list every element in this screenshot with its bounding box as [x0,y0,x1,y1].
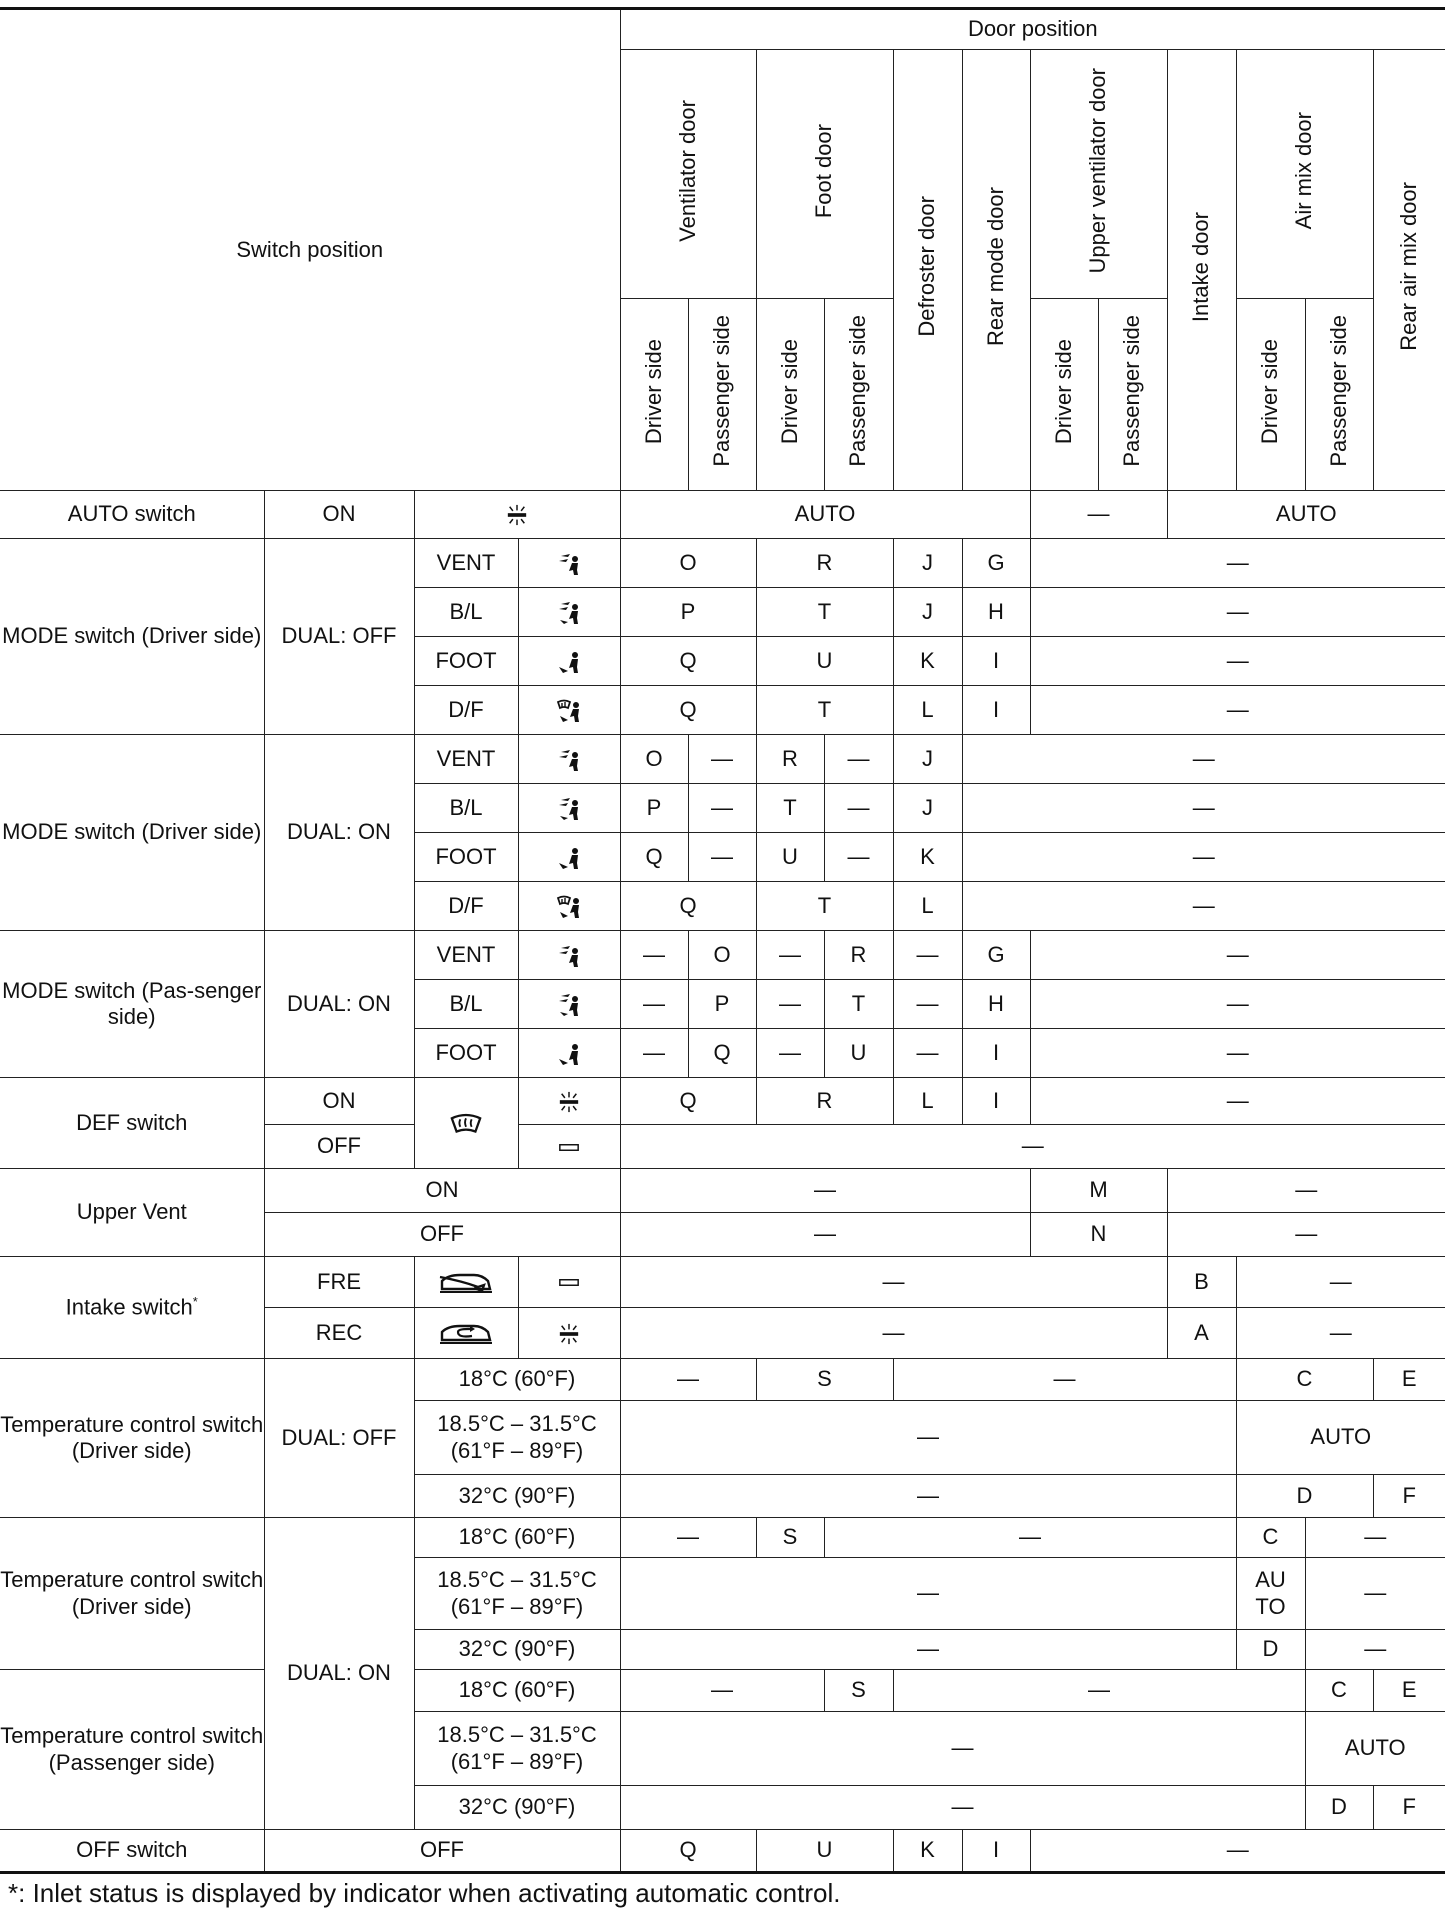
table-row [0,1078,1445,1125]
ventilator-driver-side-header: Driver side [620,299,688,491]
cell: — [824,1518,1236,1558]
cell: F [1373,1475,1445,1518]
cell: DUAL: OFF [264,539,414,735]
cell: — [893,1670,1305,1712]
fresh-air-intake-icon [438,1271,494,1295]
foot-driver-side-header: Driver side [756,299,824,491]
door-position-table [0,7,1445,1874]
row-label-mode-switch-driver-dual-on: MODE switch (Driver side) [0,735,264,931]
cell: C [1236,1359,1373,1401]
cell: — [620,1786,1305,1830]
cell: J [893,784,962,833]
upper-vent-driver-side-header: Driver side [1030,299,1098,491]
cell: — [1030,1078,1445,1125]
cell [518,931,620,980]
cell: — [620,1125,1445,1169]
cell [518,735,620,784]
cell: — [756,1029,824,1078]
cell: — [962,833,1445,882]
indicator-on-icon [506,504,528,526]
cell: — [962,784,1445,833]
cell: I [962,637,1030,686]
cell: — [893,931,962,980]
cell: B/L [414,980,518,1029]
cell: DUAL: ON [264,1518,414,1830]
table-row [0,539,1445,588]
cell: OFF [264,1125,414,1169]
cell: ON [264,1078,414,1125]
rear-mode-door-header: Rear mode door [962,50,1030,491]
defroster-icon [449,1112,483,1136]
row-label-upper-vent: Upper Vent [0,1169,264,1257]
air-mix-door-header: Air mix door [1236,50,1373,299]
cell: — [824,833,893,882]
cell: — [1030,491,1167,539]
door-position-header: Door position [620,9,1445,50]
cell: T [756,588,893,637]
vent-mode-icon [556,747,582,773]
cell: — [688,833,756,882]
footnote-text: : Inlet status is displayed by indicator when activating automatic control. [18,1878,841,1908]
cell: AUTO [620,491,1030,539]
cell: D/F [414,686,518,735]
cell: J [893,588,962,637]
row-label-temp-driver-dual-on: Temperature control switch (Driver side) [0,1518,264,1670]
cell: — [1030,980,1445,1029]
cell: — [1305,1518,1445,1558]
cell: FOOT [414,637,518,686]
cell: P [688,980,756,1029]
foot-passenger-side-header: Passenger side [824,299,893,491]
cell: I [962,686,1030,735]
cell: K [893,637,962,686]
defrost-foot-mode-icon [556,894,582,920]
cell: OFF [264,1830,620,1873]
foot-mode-icon [556,1041,582,1067]
vent-mode-icon [556,943,582,969]
cell: C [1305,1670,1373,1712]
cell: — [1167,1169,1445,1213]
cell: I [962,1029,1030,1078]
cell: DUAL: ON [264,735,414,931]
cell: S [756,1359,893,1401]
row-label-temp-passenger: Temperature control switch (Passenger side) [0,1670,264,1830]
cell: K [893,1830,962,1873]
air-mix-driver-side-header: Driver side [1236,299,1305,491]
ventilator-door-header: Ventilator door [620,50,756,299]
defroster-door-header: Defroster door [893,50,962,491]
cell: A [1167,1308,1236,1359]
cell: — [620,1029,688,1078]
cell: — [620,1518,756,1558]
cell: R [756,735,824,784]
cell: — [756,980,824,1029]
cell: G [962,539,1030,588]
row-label-auto-switch: AUTO switch [0,491,264,539]
cell [414,1257,518,1308]
cell [518,539,620,588]
cell: AUTO [1167,491,1445,539]
cell: D/F [414,882,518,931]
cell: — [1030,1830,1445,1873]
row-label-intake-switch: Intake switch* [0,1257,264,1359]
indicator-on-icon [558,1091,580,1113]
cell: B/L [414,784,518,833]
row-label-off-switch: OFF switch [0,1830,264,1873]
rear-air-mix-door-header: Rear air mix door [1373,50,1445,491]
cell: N [1030,1213,1167,1257]
cell: U [756,1830,893,1873]
table-row [0,735,1445,784]
row-label-mode-switch-driver-dual-off: MODE switch (Driver side) [0,539,264,735]
cell: Q [620,1078,756,1125]
cell: — [620,1308,1167,1359]
cell: — [962,735,1445,784]
cell: DUAL: OFF [264,1359,414,1518]
cell: — [620,1712,1305,1786]
cell: U [756,833,824,882]
cell: D [1305,1786,1373,1830]
foot-mode-icon [556,845,582,871]
cell: G [962,931,1030,980]
cell: ON [264,491,414,539]
cell: M [1030,1169,1167,1213]
cell: — [620,1558,1236,1630]
cell: — [893,980,962,1029]
table-row [0,1670,1445,1712]
cell: E [1373,1359,1445,1401]
cell [414,1308,518,1359]
cell: U [824,1029,893,1078]
cell [518,1257,620,1308]
cell: L [893,882,962,931]
cell: S [756,1518,824,1558]
cell [414,1078,518,1169]
cell: K [893,833,962,882]
cell: 18.5°C – 31.5°C (61°F – 89°F) [414,1401,620,1475]
cell: — [1305,1630,1445,1670]
footnote-mark: * [8,1878,19,1908]
cell: L [893,686,962,735]
cell: AUTO [1236,1401,1445,1475]
cell: B/L [414,588,518,637]
row-label-def-switch: DEF switch [0,1078,264,1169]
cell: U [756,637,893,686]
cell: 18.5°C – 31.5°C (61°F – 89°F) [414,1558,620,1630]
indicator-off-icon [558,1277,580,1288]
cell: — [620,1213,1030,1257]
defrost-foot-mode-icon [556,698,582,724]
vent-mode-icon [556,551,582,577]
ventilator-passenger-side-header: Passenger side [688,299,756,491]
cell: 18°C (60°F) [414,1670,620,1712]
cell: B [1167,1257,1236,1308]
cell: — [1236,1308,1445,1359]
cell: R [824,931,893,980]
cell: — [620,1359,756,1401]
cell: C [1236,1518,1305,1558]
cell: — [1030,588,1445,637]
table-row [0,1359,1445,1401]
cell: 32°C (90°F) [414,1475,620,1518]
upper-ventilator-door-header: Upper ventilator door [1030,50,1167,299]
cell [518,784,620,833]
switch-position-header: Switch position [0,9,620,491]
cell: I [962,1078,1030,1125]
cell: FOOT [414,833,518,882]
cell: F [1373,1786,1445,1830]
cell [518,1308,620,1359]
row-label-mode-switch-passenger: MODE switch (Pas-senger side) [0,931,264,1078]
cell: — [620,1475,1236,1518]
cell: — [620,1670,824,1712]
cell: — [1030,931,1445,980]
cell: — [620,931,688,980]
cell: FRE [264,1257,414,1308]
cell: D [1236,1475,1373,1518]
intake-door-header: Intake door [1167,50,1236,491]
cell: VENT [414,539,518,588]
cell: Q [620,637,756,686]
cell: T [756,686,893,735]
cell [414,491,620,539]
cell: 32°C (90°F) [414,1630,620,1670]
table-row [0,491,1445,539]
cell: O [688,931,756,980]
cell: R [756,539,893,588]
cell: — [688,784,756,833]
indicator-off-icon [558,1142,580,1153]
cell: — [1305,1558,1445,1630]
cell: 32°C (90°F) [414,1786,620,1830]
cell: H [962,588,1030,637]
foot-door-header: Foot door [756,50,893,299]
cell: Q [620,882,756,931]
cell: — [1030,1029,1445,1078]
cell: E [1373,1670,1445,1712]
cell: — [620,980,688,1029]
air-mix-passenger-side-header: Passenger side [1305,299,1373,491]
bi-level-mode-icon [556,600,582,626]
footnote [8,1880,840,1906]
cell: DUAL: ON [264,931,414,1078]
cell: T [756,882,893,931]
row-label-temp-driver-dual-off: Temperature control switch (Driver side) [0,1359,264,1518]
cell: REC [264,1308,414,1359]
cell: T [756,784,824,833]
cell: O [620,539,756,588]
cell: — [756,931,824,980]
cell [518,686,620,735]
cell [518,637,620,686]
cell: I [962,1830,1030,1873]
cell [518,833,620,882]
cell: Q [688,1029,756,1078]
cell: T [824,980,893,1029]
cell: O [620,735,688,784]
cell: — [620,1630,1236,1670]
cell: J [893,735,962,784]
table-row [0,1257,1445,1308]
table-row [0,931,1445,980]
cell: 18.5°C – 31.5°C (61°F – 89°F) [414,1712,620,1786]
bi-level-mode-icon [556,992,582,1018]
cell: — [688,735,756,784]
cell: — [620,1257,1167,1308]
cell: S [824,1670,893,1712]
cell: — [962,882,1445,931]
cell: — [1030,686,1445,735]
bi-level-mode-icon [556,796,582,822]
cell: VENT [414,931,518,980]
cell: ON [264,1169,620,1213]
cell: — [893,1029,962,1078]
cell: L [893,1078,962,1125]
indicator-on-icon [558,1323,580,1345]
cell [518,588,620,637]
cell: FOOT [414,1029,518,1078]
cell: P [620,588,756,637]
cell [518,1078,620,1125]
cell: 18°C (60°F) [414,1359,620,1401]
cell [518,882,620,931]
cell: P [620,784,688,833]
table-row [0,1169,1445,1213]
cell: D [1236,1630,1305,1670]
recirculation-intake-icon [438,1322,494,1346]
cell: — [824,735,893,784]
cell: Q [620,686,756,735]
upper-vent-passenger-side-header: Passenger side [1098,299,1167,491]
cell: — [824,784,893,833]
cell: — [620,1401,1236,1475]
cell: R [756,1078,893,1125]
table-row [0,1518,1445,1558]
cell: J [893,539,962,588]
cell [518,1125,620,1169]
cell: — [1167,1213,1445,1257]
cell: — [1030,539,1445,588]
cell: H [962,980,1030,1029]
cell: — [1236,1257,1445,1308]
cell: 18°C (60°F) [414,1518,620,1558]
cell: Q [620,1830,756,1873]
cell: — [893,1359,1236,1401]
cell: — [620,1169,1030,1213]
cell: Q [620,833,688,882]
cell: OFF [264,1213,620,1257]
table-row [0,1830,1445,1873]
foot-mode-icon [556,649,582,675]
cell: — [1030,637,1445,686]
cell: AUTO [1305,1712,1445,1786]
cell [518,1029,620,1078]
cell: AU TO [1236,1558,1305,1630]
cell [518,980,620,1029]
cell: VENT [414,735,518,784]
